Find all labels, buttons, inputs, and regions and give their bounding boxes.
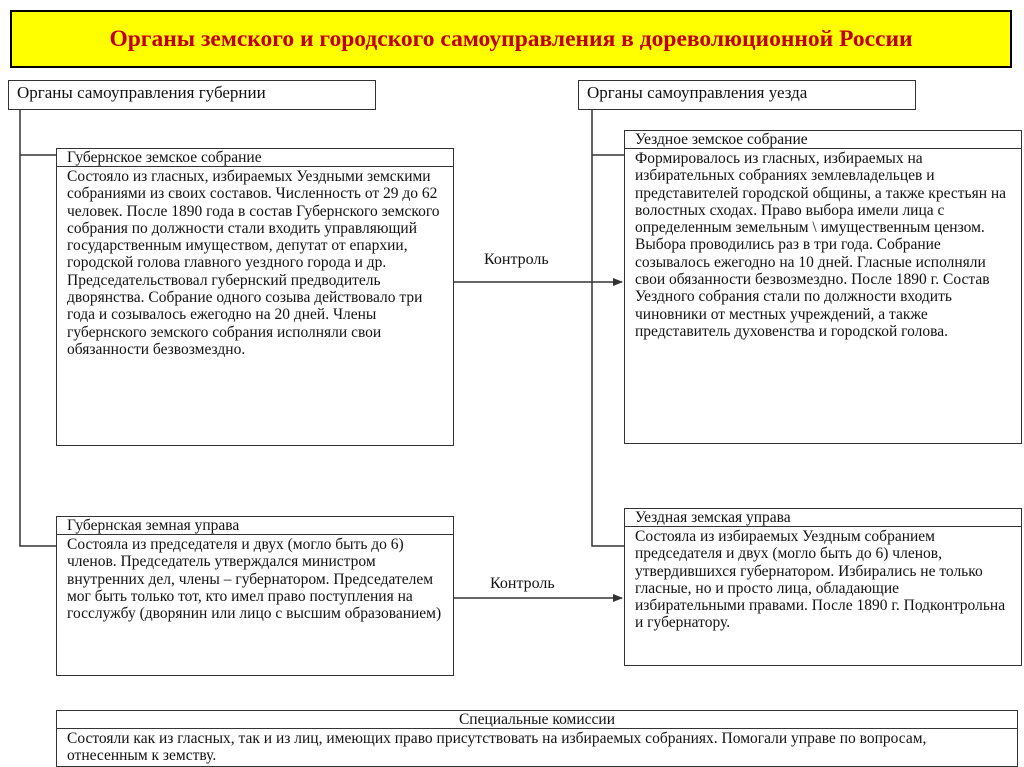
district-assembly-box bbox=[624, 130, 1022, 444]
district-bodies-header bbox=[578, 80, 916, 110]
page-title: Органы земского и городского самоуправления в дореволюционной России bbox=[109, 25, 913, 52]
district-assembly-text: Формировалось из гласных, избираемых на избирательных собраниях землевладельцев и представителей городской общины, а также крестьян на волостных сходах. Право выбора имели лица с определенным земельным \ имущественным цензом. Выбора проводились раз в три года. Собрание созывалось ежегодно на 10 дней. Гласные исполняли свои обязанности безвозмездно. После 1890 г. Состав Уездного собрания стали по должности входить чиновники от местных учреждений, а также представитель духовенства и городской голова. bbox=[635, 150, 1007, 340]
provincial-assembly-title: Губернское земское собрание bbox=[57, 149, 453, 167]
provincial-assembly-box bbox=[56, 148, 454, 446]
district-bodies-header-label: Органы самоуправления уезда bbox=[587, 83, 808, 102]
left-tree-line bbox=[20, 110, 56, 546]
provincial-board-text: Состояла из председателя и двух (могло быть до 6) членов. Председатель утверждался министром внутренних дел, члены – губернатором. Председателем мог быть только тот, кто имел право поступления на госслужбу (дворянин или лицо с высшим образованием) bbox=[67, 536, 442, 623]
right-tree-line bbox=[592, 110, 624, 546]
province-bodies-header-label: Органы самоуправления губернии bbox=[17, 83, 266, 102]
special-commissions-title: Специальные комиссии bbox=[57, 711, 1017, 729]
control-label-bottom: Контроль bbox=[490, 575, 555, 592]
special-commissions-box bbox=[56, 710, 1018, 767]
provincial-assembly-text: Состояло из гласных, избираемых Уездными земскими собраниями из своих составов. Численность от 29 до 62 человек. После 1890 года в состав Губернского земского собрания по должности стали входить управляющий государственным имуществом, депутат от епархии, городской голова главного уездного города и др. Председательствовал губернский предводитель дворянства. Собрание одного созыва действовало три года и созывалось ежегодно на 20 дней. Члены губернского земского собрания исполняли свои обязанности безвозмездно. bbox=[67, 168, 440, 358]
control-label-top: Контроль bbox=[484, 251, 549, 268]
district-board-title: Уездная земская управа bbox=[625, 509, 1021, 527]
district-assembly-title: Уездное земское собрание bbox=[625, 131, 1021, 149]
provincial-board-box bbox=[56, 516, 454, 676]
district-board-box bbox=[624, 508, 1022, 666]
district-board-text: Состояла из избираемых Уездным собранием председателя и двух (могло быть до 6) членов, утвердившихся губернатором. Избирались не только гласные, но и просто лица, обладающие избирательными правами. После 1890 г. Подконтрольна и губернатору. bbox=[635, 528, 1006, 632]
title-banner bbox=[10, 10, 1012, 68]
provincial-board-title: Губернская земная управа bbox=[57, 517, 453, 535]
province-bodies-header bbox=[8, 80, 376, 110]
special-commissions-text: Состояли как из гласных, так и из лиц, имеющих право присутствовать на избираемых собраниях. Помогали управе по вопросам, отнесенным к земству. bbox=[67, 730, 927, 765]
